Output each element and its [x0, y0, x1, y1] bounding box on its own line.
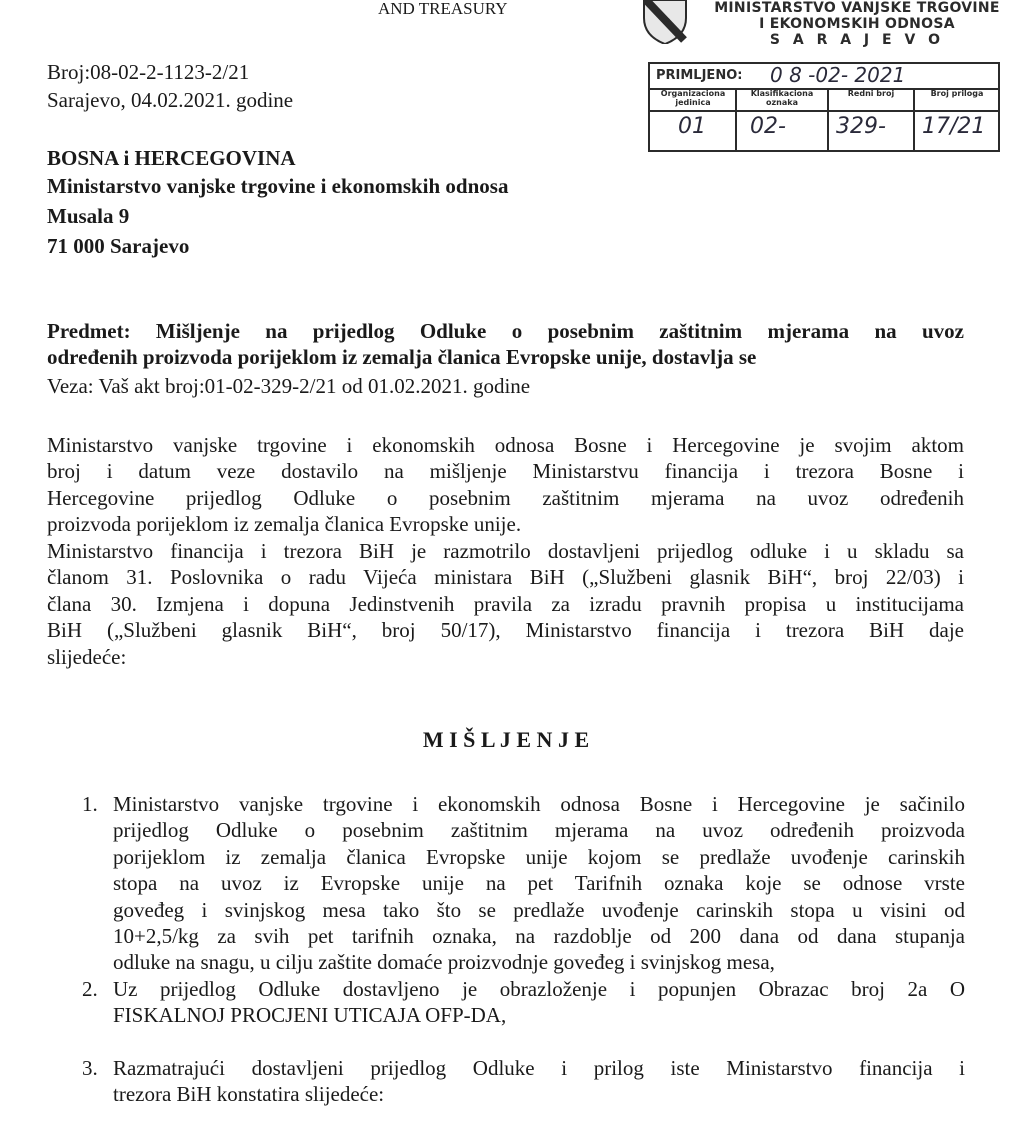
subject-block — [47, 318, 964, 371]
opinion-heading: M I Š L J E N J E — [422, 727, 590, 752]
reference-number: Broj:08-02-2-1123-2/21 — [47, 60, 250, 84]
list-item-line: FISKALNOJ PROCJENI UTICAJA OFP-DA, — [113, 1003, 507, 1028]
list-item-3 — [113, 1055, 965, 1108]
body-paragraph-1 — [47, 432, 964, 538]
recipient-ministry: Ministarstvo vanjske trgovine i ekonomskih odnosa — [47, 174, 509, 198]
stamp-line-3: S A R A J E V O — [769, 32, 945, 48]
list-item-line: prijedlog Odluke o posebnim zaštitnim mjerama na uvoz određenih proizvoda — [113, 818, 965, 843]
stamp-line-1: MINISTARSTVO VANJSKE TRGOVINE — [714, 0, 1000, 16]
stamp-val-ordinal: 329- — [836, 114, 886, 139]
subject-link: Veza: Vaš akt broj:01-02-329-2/21 od 01.02.2021. godine — [47, 374, 531, 398]
reference-place-date: Sarajevo, 04.02.2021. godine — [47, 88, 294, 112]
stamp-column-headers — [650, 88, 998, 112]
list-item-line: Ministarstvo vanjske trgovine i ekonomskih odnosa Bosne i Hercegovine je sačinilo — [113, 792, 965, 816]
stamp-received-row — [650, 64, 998, 90]
p2-line: slijedeće: — [47, 644, 127, 669]
p1-line: Ministarstvo vanjske trgovine i ekonomskih odnosa Bosne i Hercegovine je svojim aktom — [47, 433, 964, 457]
list-item-line: Razmatrajući dostavljeni prijedlog Odluke i prilog iste Ministarstvo financija i — [113, 1056, 965, 1080]
p1-line: proizvoda porijeklom iz zemalja članica Evropske unije. — [47, 512, 522, 537]
list-item-line: porijeklom iz zemalja članica Evropske unije kojom se predlaže uvođenje carinskih — [113, 844, 965, 869]
stamp-col-classification: Klasifikaciona oznaka — [750, 89, 814, 107]
list-item-line: Uz prijedlog Odluke dostavljeno je obrazloženje i popunjen Obrazac broj 2a O — [113, 977, 965, 1001]
stamp-col-org-unit: Organizaciona jedinica — [660, 89, 726, 107]
list-item-line: goveđeg i svinjskog mesa tako što se predlaže uvođenje carinskih stopa u visini od — [113, 897, 965, 922]
letterhead-ministry-tail: AND TREASURY — [378, 0, 508, 18]
p2-line: članom 31. Poslovnika o radu Vijeća ministara BiH („Službeni glasnik BiH“, broj 22/03) i — [47, 565, 964, 590]
list-item-2 — [113, 976, 965, 1029]
stamp-val-org-unit: 01 — [678, 114, 706, 139]
stamp-val-classification: 02- — [750, 114, 786, 139]
subject-line-2: određenih proizvoda porijeklom iz zemalja članica Evropske unije, dostavlja se — [47, 345, 757, 370]
subject-line-1: Predmet: Mišljenje na prijedlog Odluke o posebnim zaštitnim mjerama na uvoz — [47, 319, 964, 343]
received-stamp — [648, 62, 1000, 152]
stamp-received-date: 0 8 -02- 2021 — [770, 63, 906, 87]
stamp-col-ordinal: Redni broj — [847, 89, 895, 98]
stamp-col-attachments: Broj priloga — [930, 89, 984, 98]
list-item-3-number: 3. — [82, 1056, 98, 1080]
list-item-1-number: 1. — [82, 792, 98, 816]
stamp-line-2: I EKONOMSKIH ODNOSA — [759, 16, 955, 32]
stamp-received-label: PRIMLJENO: — [656, 68, 743, 83]
list-item-line: trezora BiH konstatira slijedeće: — [113, 1082, 385, 1107]
body-paragraph-2 — [47, 538, 964, 670]
recipient-city: 71 000 Sarajevo — [47, 234, 190, 258]
recipient-street: Musala 9 — [47, 204, 130, 228]
list-item-line: stopa na uvoz iz Evropske unije na pet Tarifnih oznaka koje se odnose vrste — [113, 871, 965, 896]
p1-line: Hercegovine prijedlog Odluke o posebnim zaštitnim mjerama na uvoz određenih — [47, 485, 964, 510]
list-item-1 — [113, 791, 965, 976]
list-item-line: 10+2,5/kg za svih pet tarifnih oznaka, na razdoblje od 200 dana od dana stupanja — [113, 923, 965, 948]
stamp-val-attachments: 17/21 — [922, 114, 986, 139]
coat-of-arms-emblem — [640, 0, 690, 44]
list-item-2-number: 2. — [82, 977, 98, 1001]
p2-line: BiH („Službeni glasnik BiH“, broj 50/17), Ministarstvo financija i trezora BiH daje — [47, 618, 964, 643]
p1-line: broj i datum veze dostavilo na mišljenje Ministarstvu financija i trezora Bosne i — [47, 459, 964, 484]
stamp-header — [690, 0, 1024, 48]
stamp-values-row — [650, 110, 998, 150]
p2-line: Ministarstvo financija i trezora BiH je razmotrilo dostavljeni prijedlog odluke i u skladu sa — [47, 539, 964, 563]
list-item-line: odluke na snagu, u cilju zaštite domaće proizvodnje goveđeg i svinjskog mesa, — [113, 950, 775, 975]
p2-line: člana 30. Izmjena i dopuna Jedinstvenih pravila za izradu pravnih propisa u institucijama — [47, 591, 964, 616]
recipient-country: BOSNA i HERCEGOVINA — [47, 146, 296, 170]
